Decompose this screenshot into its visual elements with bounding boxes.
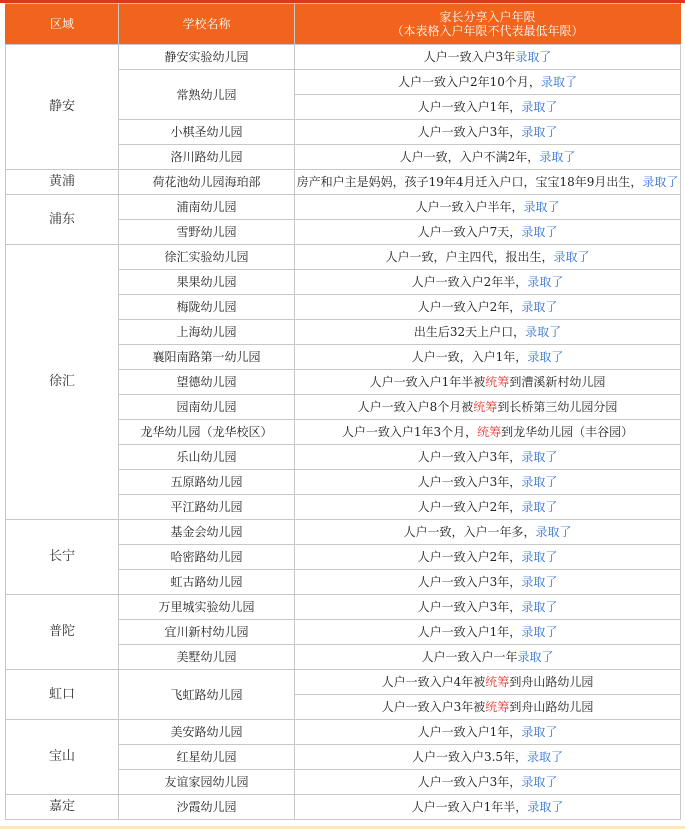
- coordinated-highlight: 统筹: [485, 675, 510, 689]
- admission-table: [5, 3, 681, 820]
- note-text: 房产和户主是妈妈，孩子19年4月迁入户口，宝宝18年9月出生，: [296, 175, 643, 189]
- region-cell: 普陀: [6, 595, 119, 670]
- note-text: 人户一致入户2年，: [417, 550, 522, 564]
- note-cell: [295, 120, 681, 145]
- note-text: 人户一致入户2年，: [417, 500, 522, 514]
- region-cell: 黄浦: [6, 170, 119, 195]
- table-row: [6, 45, 681, 70]
- note-cell: [295, 595, 681, 620]
- table-row: [6, 595, 681, 620]
- table-row: [6, 170, 681, 195]
- note-cell: [295, 645, 681, 670]
- note-cell: [295, 370, 681, 395]
- region-cell: 徐汇: [6, 245, 119, 520]
- header-note: [295, 4, 681, 45]
- note-text: 人户一致入户3年: [423, 50, 516, 64]
- admitted-link[interactable]: 录取了: [527, 350, 564, 364]
- note-cell: [295, 620, 681, 645]
- admitted-link[interactable]: 录取了: [521, 725, 558, 739]
- school-cell: 红星幼儿园: [119, 745, 295, 770]
- region-cell: 嘉定: [6, 795, 119, 820]
- note-text: 人户一致入户一年: [421, 650, 518, 664]
- note-text: 人户一致入户1年，: [417, 100, 522, 114]
- note-text: 人户一致入户1年，: [417, 625, 522, 639]
- school-cell: 常熟幼儿园: [119, 70, 295, 120]
- note-text: 人户一致，入户一年多，: [403, 525, 536, 539]
- note-text: 人户一致入户8个月被: [357, 400, 474, 414]
- table-row: [6, 720, 681, 745]
- admitted-link[interactable]: 录取了: [539, 150, 576, 164]
- note-cell: [295, 395, 681, 420]
- school-cell: 哈密路幼儿园: [119, 545, 295, 570]
- note-text: 到舟山路幼儿园: [509, 700, 594, 714]
- admitted-link[interactable]: 录取了: [521, 500, 558, 514]
- note-text: 到漕溪新村幼儿园: [509, 375, 606, 389]
- admitted-link[interactable]: 录取了: [527, 800, 564, 814]
- admitted-link[interactable]: 录取了: [521, 225, 558, 239]
- admitted-link[interactable]: 录取了: [521, 550, 558, 564]
- admitted-link[interactable]: 录取了: [535, 525, 572, 539]
- note-cell: [295, 795, 681, 820]
- note-text: 人户一致入户3.5年，: [411, 750, 528, 764]
- admitted-link[interactable]: 录取了: [521, 100, 558, 114]
- school-cell: 基金会幼儿园: [119, 520, 295, 545]
- header-school: 学校名称: [119, 4, 295, 45]
- note-cell: [295, 520, 681, 545]
- region-cell: 浦东: [6, 195, 119, 245]
- school-cell: 襄阳南路第一幼儿园: [119, 345, 295, 370]
- school-cell: 梅陇幼儿园: [119, 295, 295, 320]
- school-cell: 飞虹路幼儿园: [119, 670, 295, 720]
- header-note-line2: （本表格入户年限不代表最低年限）: [391, 24, 584, 38]
- note-cell: [295, 245, 681, 270]
- note-text: 人户一致入户1年3个月，: [341, 425, 478, 439]
- school-cell: 望德幼儿园: [119, 370, 295, 395]
- admitted-link[interactable]: 录取了: [521, 300, 558, 314]
- admitted-link[interactable]: 录取了: [521, 625, 558, 639]
- admitted-link[interactable]: 录取了: [515, 50, 552, 64]
- school-cell: 平江路幼儿园: [119, 495, 295, 520]
- note-cell: [295, 770, 681, 795]
- admitted-link[interactable]: 录取了: [525, 325, 562, 339]
- note-text: 人户一致入户2年10个月，: [398, 75, 541, 89]
- note-cell: [295, 345, 681, 370]
- coordinated-highlight: 统筹: [473, 400, 498, 414]
- school-cell: 上海幼儿园: [119, 320, 295, 345]
- school-cell: 美墅幼儿园: [119, 645, 295, 670]
- table-row: [6, 520, 681, 545]
- school-cell: 龙华幼儿园（龙华校区）: [119, 420, 295, 445]
- school-cell: 万里城实验幼儿园: [119, 595, 295, 620]
- school-cell: 果果幼儿园: [119, 270, 295, 295]
- header-note-line1: 家长分享入户年限: [439, 10, 536, 24]
- admitted-link[interactable]: 录取了: [521, 600, 558, 614]
- note-cell: [295, 495, 681, 520]
- note-text: 人户一致入户3年，: [417, 475, 522, 489]
- school-cell: 五原路幼儿园: [119, 470, 295, 495]
- table-header-row: [6, 4, 681, 45]
- region-cell: 宝山: [6, 720, 119, 795]
- note-cell: [295, 220, 681, 245]
- note-text: 人户一致入户2年半，: [411, 275, 528, 289]
- school-cell: 友谊家园幼儿园: [119, 770, 295, 795]
- note-cell: [295, 320, 681, 345]
- table-row: [6, 245, 681, 270]
- note-text: 人户一致入户2年，: [417, 300, 522, 314]
- note-cell: [295, 170, 681, 195]
- admitted-link[interactable]: 录取了: [553, 250, 590, 264]
- school-cell: 浦南幼儿园: [119, 195, 295, 220]
- note-cell: [295, 70, 681, 95]
- note-cell: [295, 720, 681, 745]
- admitted-link[interactable]: 录取了: [521, 475, 558, 489]
- school-cell: 徐汇实验幼儿园: [119, 245, 295, 270]
- table-row: [6, 670, 681, 695]
- note-cell: [295, 670, 681, 695]
- note-cell: [295, 470, 681, 495]
- school-cell: 园南幼儿园: [119, 395, 295, 420]
- note-text: 人户一致入户1年半，: [411, 800, 528, 814]
- admitted-link[interactable]: 录取了: [523, 200, 560, 214]
- note-text: 人户一致入户3年，: [417, 575, 522, 589]
- note-text: 人户一致入户半年，: [415, 200, 524, 214]
- school-cell: 虹古路幼儿园: [119, 570, 295, 595]
- note-text: 人户一致，入户不满2年，: [399, 150, 540, 164]
- note-text: 人户一致入户4年被: [381, 675, 486, 689]
- admitted-link[interactable]: 录取了: [521, 775, 558, 789]
- note-text: 人户一致，入户1年，: [411, 350, 528, 364]
- note-text: 出生后32天上户口，: [413, 325, 526, 339]
- admitted-link[interactable]: 录取了: [540, 75, 577, 89]
- admitted-link[interactable]: 录取了: [527, 750, 564, 764]
- note-cell: [295, 270, 681, 295]
- admitted-link[interactable]: 录取了: [517, 650, 554, 664]
- school-cell: 宜川新村幼儿园: [119, 620, 295, 645]
- coordinated-highlight: 统筹: [485, 375, 510, 389]
- note-cell: [295, 195, 681, 220]
- note-text: 人户一致，户主四代，报出生，: [385, 250, 554, 264]
- header-region: 区域: [6, 4, 119, 45]
- note-text: 人户一致入户1年半被: [369, 375, 486, 389]
- region-cell: 静安: [6, 45, 119, 170]
- note-text: 人户一致入户3年，: [417, 450, 522, 464]
- coordinated-highlight: 统筹: [477, 425, 502, 439]
- region-cell: 长宁: [6, 520, 119, 595]
- admitted-link[interactable]: 录取了: [521, 125, 558, 139]
- admitted-link[interactable]: 录取了: [642, 175, 679, 189]
- note-text: 到舟山路幼儿园: [509, 675, 594, 689]
- note-cell: [295, 420, 681, 445]
- school-cell: 乐山幼儿园: [119, 445, 295, 470]
- school-cell: 美安路幼儿园: [119, 720, 295, 745]
- coordinated-highlight: 统筹: [485, 700, 510, 714]
- admitted-link[interactable]: 录取了: [521, 575, 558, 589]
- school-cell: 沙霞幼儿园: [119, 795, 295, 820]
- note-cell: [295, 45, 681, 70]
- note-cell: [295, 545, 681, 570]
- region-cell: 虹口: [6, 670, 119, 720]
- admitted-link[interactable]: 录取了: [527, 275, 564, 289]
- admitted-link[interactable]: 录取了: [521, 450, 558, 464]
- school-cell: 静安实验幼儿园: [119, 45, 295, 70]
- note-text: 人户一致入户1年，: [417, 725, 522, 739]
- note-text: 人户一致入户3年被: [381, 700, 486, 714]
- school-cell: 洛川路幼儿园: [119, 145, 295, 170]
- note-text: 人户一致入户3年，: [417, 125, 522, 139]
- note-text: 到龙华幼儿园（丰谷园）: [501, 425, 634, 439]
- school-cell: 荷花池幼儿园海珀部: [119, 170, 295, 195]
- school-cell: 雪野幼儿园: [119, 220, 295, 245]
- note-cell: [295, 95, 681, 120]
- note-cell: [295, 570, 681, 595]
- note-text: 到长桥第三幼儿园分园: [497, 400, 618, 414]
- table-body: [6, 45, 681, 820]
- note-cell: [295, 745, 681, 770]
- note-text: 人户一致入户7天，: [417, 225, 522, 239]
- table-row: [6, 795, 681, 820]
- note-cell: [295, 145, 681, 170]
- table-row: [6, 195, 681, 220]
- note-cell: [295, 445, 681, 470]
- note-text: 人户一致入户3年，: [417, 775, 522, 789]
- school-cell: 小棋圣幼儿园: [119, 120, 295, 145]
- note-text: 人户一致入户3年，: [417, 600, 522, 614]
- note-cell: [295, 295, 681, 320]
- note-cell: [295, 695, 681, 720]
